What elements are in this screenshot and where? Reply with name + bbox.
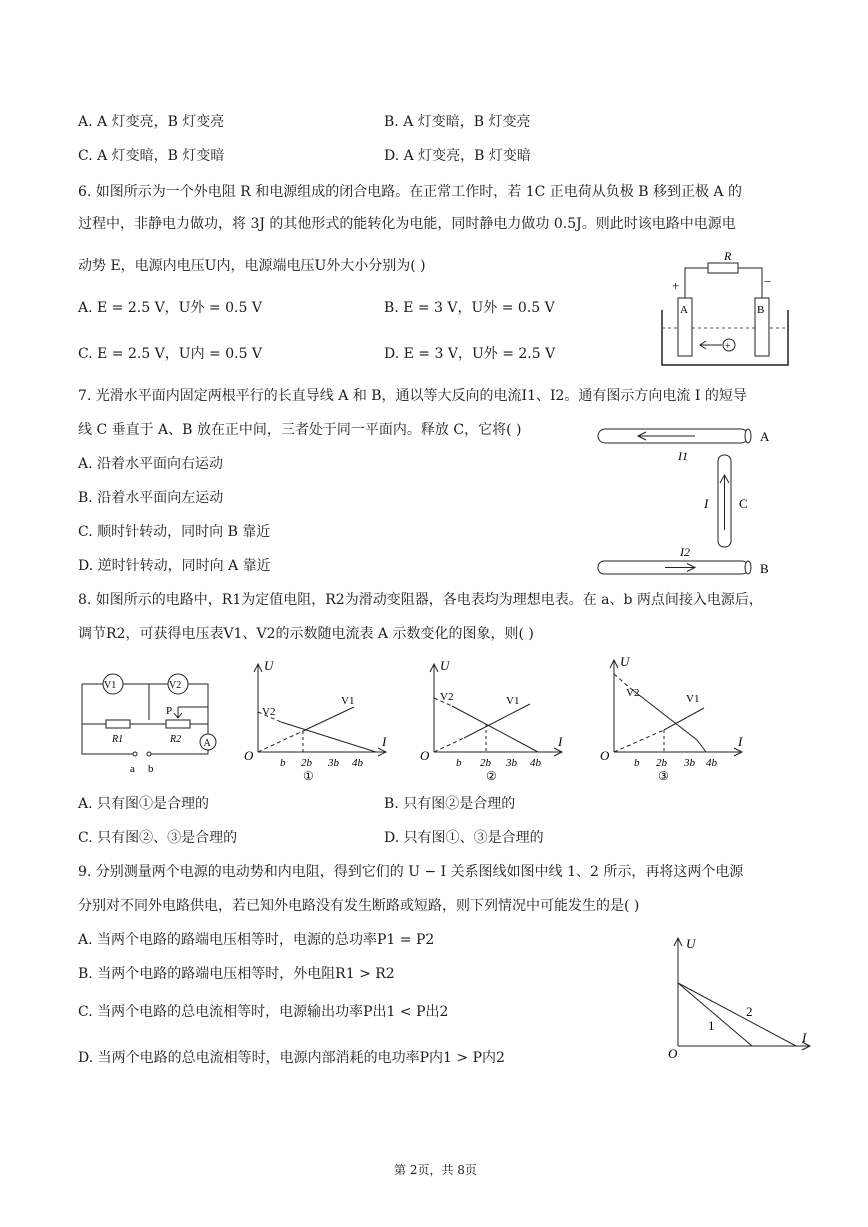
q7-stem-line2: 线 C 垂直于 A、B 放在正中间，三者处于同一平面内。释放 C，它将( )	[78, 422, 522, 438]
svg-text:R1: R1	[112, 734, 124, 745]
q7-stem-line1: 7. 光滑水平面内固定两根平行的长直导线 A 和 B，通以等大反向的电流I1、I2。通有图示方向电流 I 的短导	[78, 388, 747, 404]
q7-option-b: B. 沿着水平面向左运动	[78, 490, 224, 506]
svg-text:b: b	[148, 763, 154, 775]
q8-circuit-wires	[82, 684, 208, 754]
q7-option-d: D. 逆时针转动，同时向 A 靠近	[78, 558, 271, 574]
q8-option-a: A. 只有图①是合理的	[78, 796, 210, 812]
q8-circuit-figure	[78, 672, 218, 778]
q8-option-b: B. 只有图②是合理的	[384, 796, 516, 812]
q7-label-i2: I2	[680, 545, 690, 559]
q8-resistor-r1	[106, 720, 130, 728]
q9-line-1	[678, 983, 752, 1046]
svg-text:I: I	[382, 734, 387, 749]
svg-text:V2: V2	[440, 691, 454, 703]
q8-graph-2	[414, 654, 572, 784]
q9-line-2	[678, 983, 796, 1046]
svg-text:O: O	[244, 748, 254, 763]
q6-fig-arrow-icon	[700, 341, 722, 349]
q7-wires-figure	[590, 420, 790, 590]
q8-graph2-axes	[430, 664, 562, 756]
q9-option-a: A. 当两个电路的路端电压相等时，电源的总功率P1 = P2	[78, 932, 435, 948]
q8-option-d: D. 只有图①、③是合理的	[384, 830, 544, 846]
q6-fig-plus: +	[672, 278, 680, 293]
q7-label-a: A	[760, 429, 770, 444]
q8-graph1-line-v2	[281, 722, 376, 752]
svg-text:U: U	[264, 658, 274, 673]
svg-text:3b: 3b	[506, 757, 517, 769]
q6-stem-line1: 6. 如图所示为一个外电阻 R 和电源组成的闭合电路。在正常工作时，若 1C 正电荷从负极 B 移到正极 A 的	[78, 184, 742, 200]
q6-option-b: B. E = 3 V，U外 = 0.5 V	[384, 300, 555, 316]
svg-text:V1: V1	[341, 695, 355, 707]
q6-fig-label-b: B	[757, 304, 765, 316]
q6-option-c: C. E = 2.5 V，U内 = 0.5 V	[78, 346, 263, 362]
svg-text:②: ②	[486, 769, 497, 783]
svg-text:b: b	[634, 757, 640, 769]
q6-fig-label-r: R	[724, 249, 732, 263]
q8-graph-3	[594, 654, 752, 784]
svg-text:R2: R2	[170, 734, 182, 745]
q8-graph1-line-v1	[303, 707, 354, 731]
q9-stem-line1: 9. 分别测量两个电源的电动势和内电阻，得到它们的 U − I 关系图线如图中线 1、2 所示，再将这两个电源	[78, 864, 744, 880]
q7-label-i1: I1	[678, 449, 688, 463]
svg-text:I: I	[802, 1030, 807, 1045]
q8-terminal-a	[133, 752, 137, 756]
svg-text:2b: 2b	[480, 757, 491, 769]
svg-text:V2: V2	[262, 706, 276, 718]
q6-stem-line3: 动势 E，电源内电压U内，电源端电压U外大小分别为( )	[78, 258, 426, 274]
svg-text:2: 2	[746, 1004, 753, 1019]
q8-resistor-r2	[166, 720, 190, 728]
q9-ui-graph	[662, 928, 822, 1061]
q6-option-a: A. E = 2.5 V，U外 = 0.5 V	[78, 300, 262, 316]
svg-text:2b: 2b	[301, 757, 312, 769]
svg-text:2b: 2b	[656, 757, 667, 769]
svg-text:O: O	[600, 748, 610, 763]
q8-stem-line2: 调节R2，可获得电压表V1、V2的示数随电流表 A 示数变化的图象，则( )	[78, 626, 534, 642]
svg-text:1: 1	[708, 1018, 715, 1033]
q7-label-b: B	[760, 561, 769, 576]
q6-electrolysis-figure	[650, 238, 810, 372]
q9-graph-axes	[674, 938, 810, 1050]
q8-option-c: C. 只有图②、③是合理的	[78, 830, 238, 846]
q8-graph2-line-v2	[452, 706, 538, 752]
q8-graph2-line-v1	[464, 704, 530, 738]
svg-text:b: b	[456, 757, 462, 769]
q5-option-c: C. A 灯变暗，B 灯变暗	[78, 148, 225, 164]
svg-text:O: O	[420, 748, 430, 763]
q9-option-d: D. 当两个电路的总电流相等时，电源内部消耗的电功率P内1 > P内2	[78, 1050, 505, 1066]
q7-option-a: A. 沿着水平面向右运动	[78, 456, 224, 472]
svg-text:V2: V2	[626, 687, 640, 699]
svg-text:4b: 4b	[352, 757, 363, 769]
q8-stem-line1: 8. 如图所示的电路中，R1为定值电阻，R2为滑动变阻器，各电表均为理想电表。在 a、b 两点间接入电源后，	[78, 592, 763, 608]
page-footer: 第 2页，共 8页	[394, 1163, 477, 1177]
svg-text:①: ①	[303, 769, 314, 783]
q6-fig-minus: −	[764, 274, 772, 289]
q8-slider-arrow-icon	[174, 707, 208, 718]
q6-option-d: D. E = 3 V，U外 = 2.5 V	[384, 346, 556, 362]
svg-text:③: ③	[658, 769, 669, 783]
svg-text:V1: V1	[686, 693, 700, 705]
q9-option-c: C. 当两个电路的总电流相等时，电源输出功率P出1 < P出2	[78, 1004, 449, 1020]
svg-text:A: A	[203, 738, 211, 749]
svg-text:a: a	[130, 763, 135, 775]
svg-text:P: P	[166, 705, 173, 717]
svg-text:3b: 3b	[684, 757, 695, 769]
svg-text:V2: V2	[169, 680, 182, 691]
q5-option-b: B. A 灯变暗，B 灯变亮	[384, 114, 531, 130]
q7-label-i: I	[704, 496, 709, 511]
q5-option-d: D. A 灯变亮，B 灯变暗	[384, 148, 531, 164]
svg-text:4b: 4b	[530, 757, 541, 769]
svg-text:U: U	[686, 936, 696, 951]
svg-text:b: b	[280, 757, 286, 769]
svg-text:U: U	[440, 658, 450, 673]
svg-text:V1: V1	[104, 680, 117, 691]
svg-text:3b: 3b	[328, 757, 339, 769]
svg-text:I: I	[558, 734, 563, 749]
q7-option-c: C. 顺时针转动，同时向 B 靠近	[78, 524, 271, 540]
q9-stem-line2: 分别对不同外电路供电，若已知外电路没有发生断路或短路，则下列情况中可能发生的是( )	[78, 898, 640, 914]
q8-terminal-b	[147, 752, 151, 756]
q7-label-c: C	[739, 496, 748, 511]
q8-graph-1	[238, 654, 396, 784]
q9-option-b: B. 当两个电路的路端电压相等时，外电阻R1 > R2	[78, 966, 395, 982]
q8-graph3-axes	[610, 660, 742, 756]
svg-text:O: O	[668, 1046, 678, 1061]
q6-fig-label-a: A	[680, 304, 688, 316]
q6-stem-line2: 过程中，非静电力做功，将 3J 的其他形式的能转化为电能，同时静电力做功 0.5J。则此时该电路中电源电	[78, 216, 736, 232]
svg-text:V1: V1	[506, 695, 520, 707]
q5-option-a: A. A 灯变亮，B 灯变亮	[78, 114, 225, 130]
q6-fig-charge-sign: +	[725, 341, 731, 352]
svg-text:U: U	[620, 654, 630, 669]
svg-text:I: I	[738, 734, 743, 749]
svg-text:4b: 4b	[706, 757, 717, 769]
q6-fig-resistor	[708, 263, 738, 273]
